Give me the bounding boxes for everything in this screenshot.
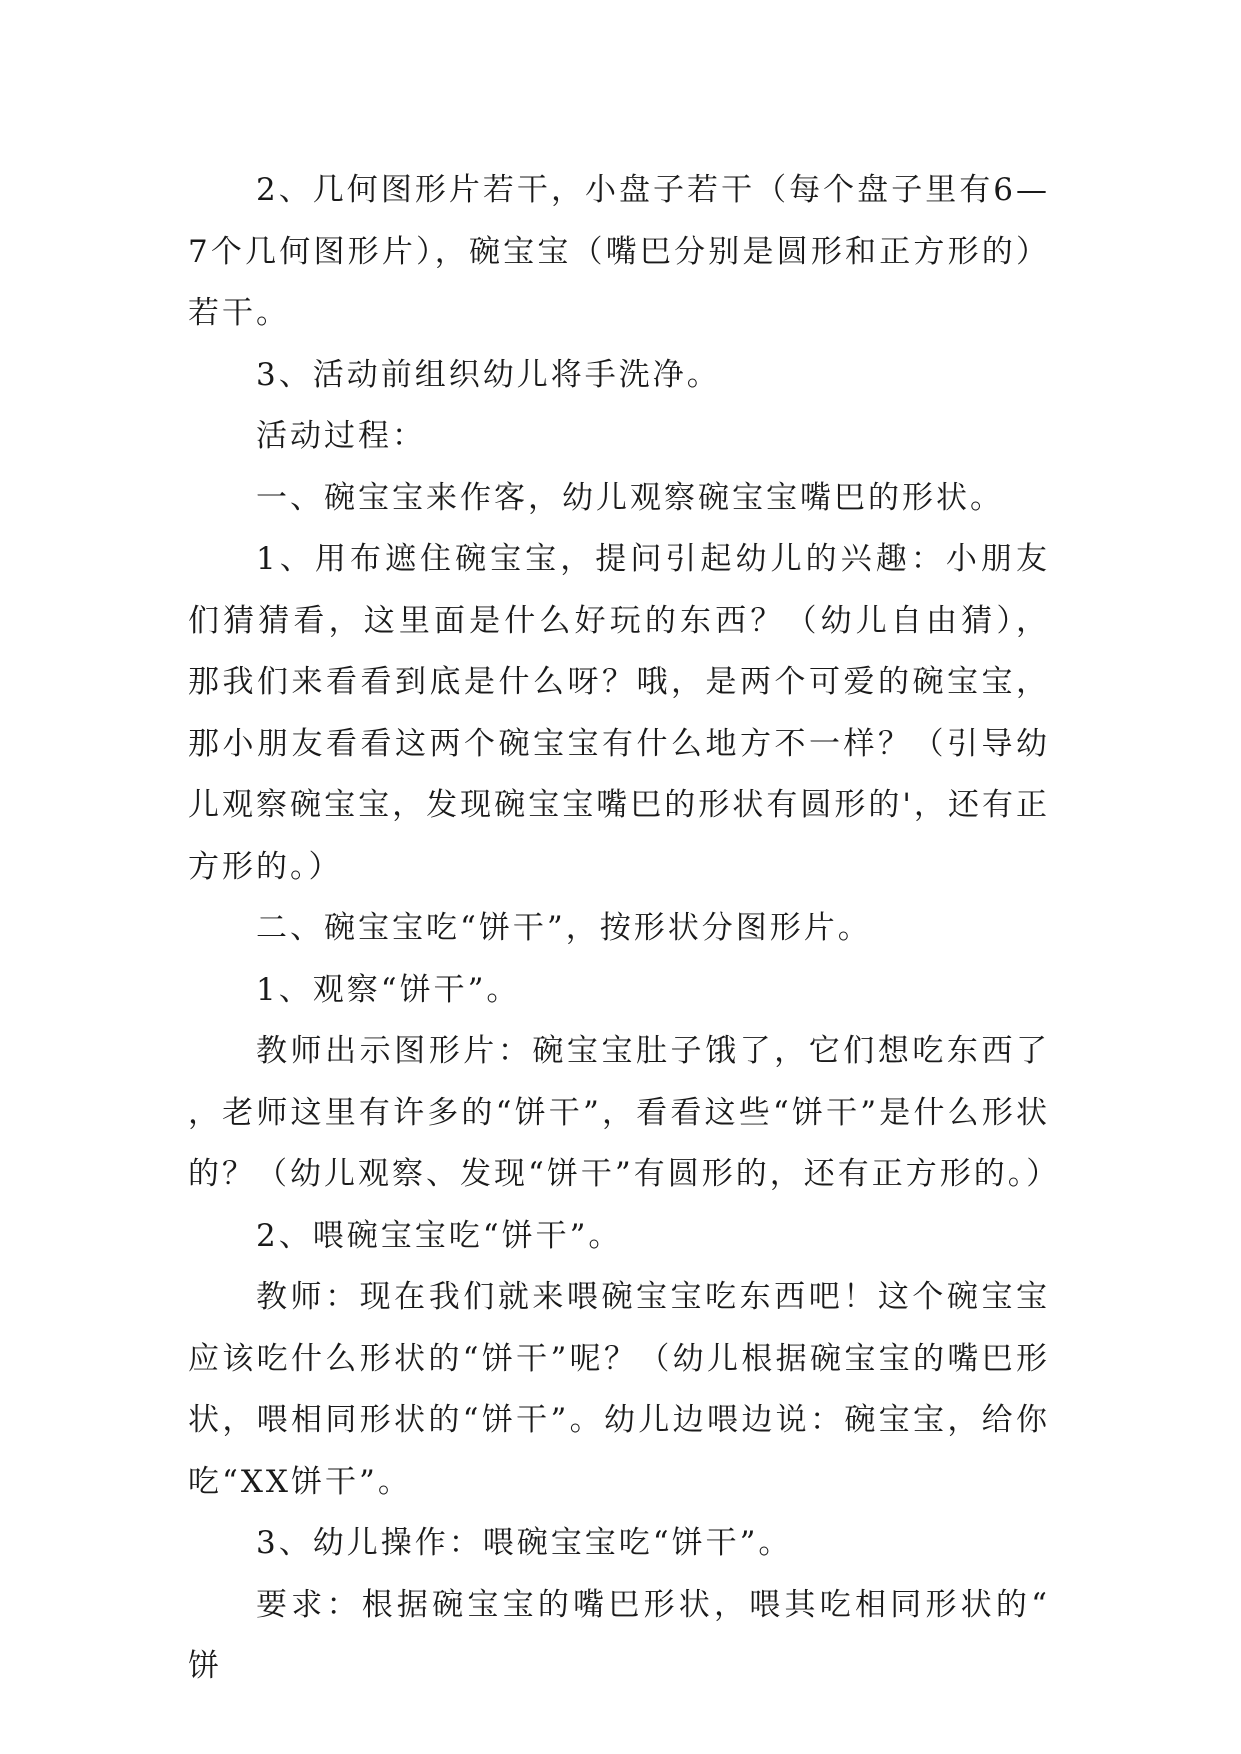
section-heading-two: 二、碗宝宝吃“饼干”，按形状分图形片。 — [256, 910, 872, 946]
paragraph-step-2-2: 2、喂碗宝宝吃“饼干”。 — [256, 1217, 623, 1254]
paragraph-materials-2: 2、几何图形片若干，小盘子若干（每个盘子里有6—7个几何图形片），碗宝宝（嘴巴分别是圆形和正方形的）若干。 — [188, 172, 1050, 331]
paragraph-teacher-feed: 教师：现在我们就来喂碗宝宝吃东西吧！这个碗宝宝应该吃什么形状的“饼干”呢？（幼儿根据碗宝宝的嘴巴形状，喂相同形状的“饼干”。幼儿边喂边说：碗宝宝，给你吃“XX饼干”。 — [188, 1279, 1050, 1500]
section-heading-process: 活动过程： — [256, 418, 426, 454]
paragraph-step-1-1: 1、用布遮住碗宝宝，提问引起幼儿的兴趣：小朋友们猜猜看，这里面是什么好玩的东西？（幼儿自由猜），那我们来看看到底是什么呀？哦，是两个可爱的碗宝宝，那小朋友看看这两个碗宝宝有什么地方不一样？（引导幼儿观察碗宝宝，发现碗宝宝嘴巴的形状有圆形的'，还有正方形的。） — [188, 541, 1050, 885]
paragraph-teacher-shows: 教师出示图形片：碗宝宝肚子饿了，它们想吃东西了，老师这里有许多的“饼干”，看看这些“饼干”是什么形状的？（幼儿观察、发现“饼干”有圆形的，还有正方形的。） — [188, 1033, 1061, 1192]
section-heading-one: 一、碗宝宝来作客，幼儿观察碗宝宝嘴巴的形状。 — [256, 479, 1004, 516]
paragraph-step-2-1: 1、观察“饼干”。 — [256, 971, 521, 1008]
paragraph-requirement: 要求：根据碗宝宝的嘴巴形状，喂其吃相同形状的“饼 — [188, 1586, 1050, 1684]
paragraph-materials-3: 3、活动前组织幼儿将手洗净。 — [256, 356, 721, 393]
document-body — [188, 160, 1061, 1698]
paragraph-step-2-3: 3、幼儿操作：喂碗宝宝吃“饼干”。 — [256, 1525, 793, 1561]
